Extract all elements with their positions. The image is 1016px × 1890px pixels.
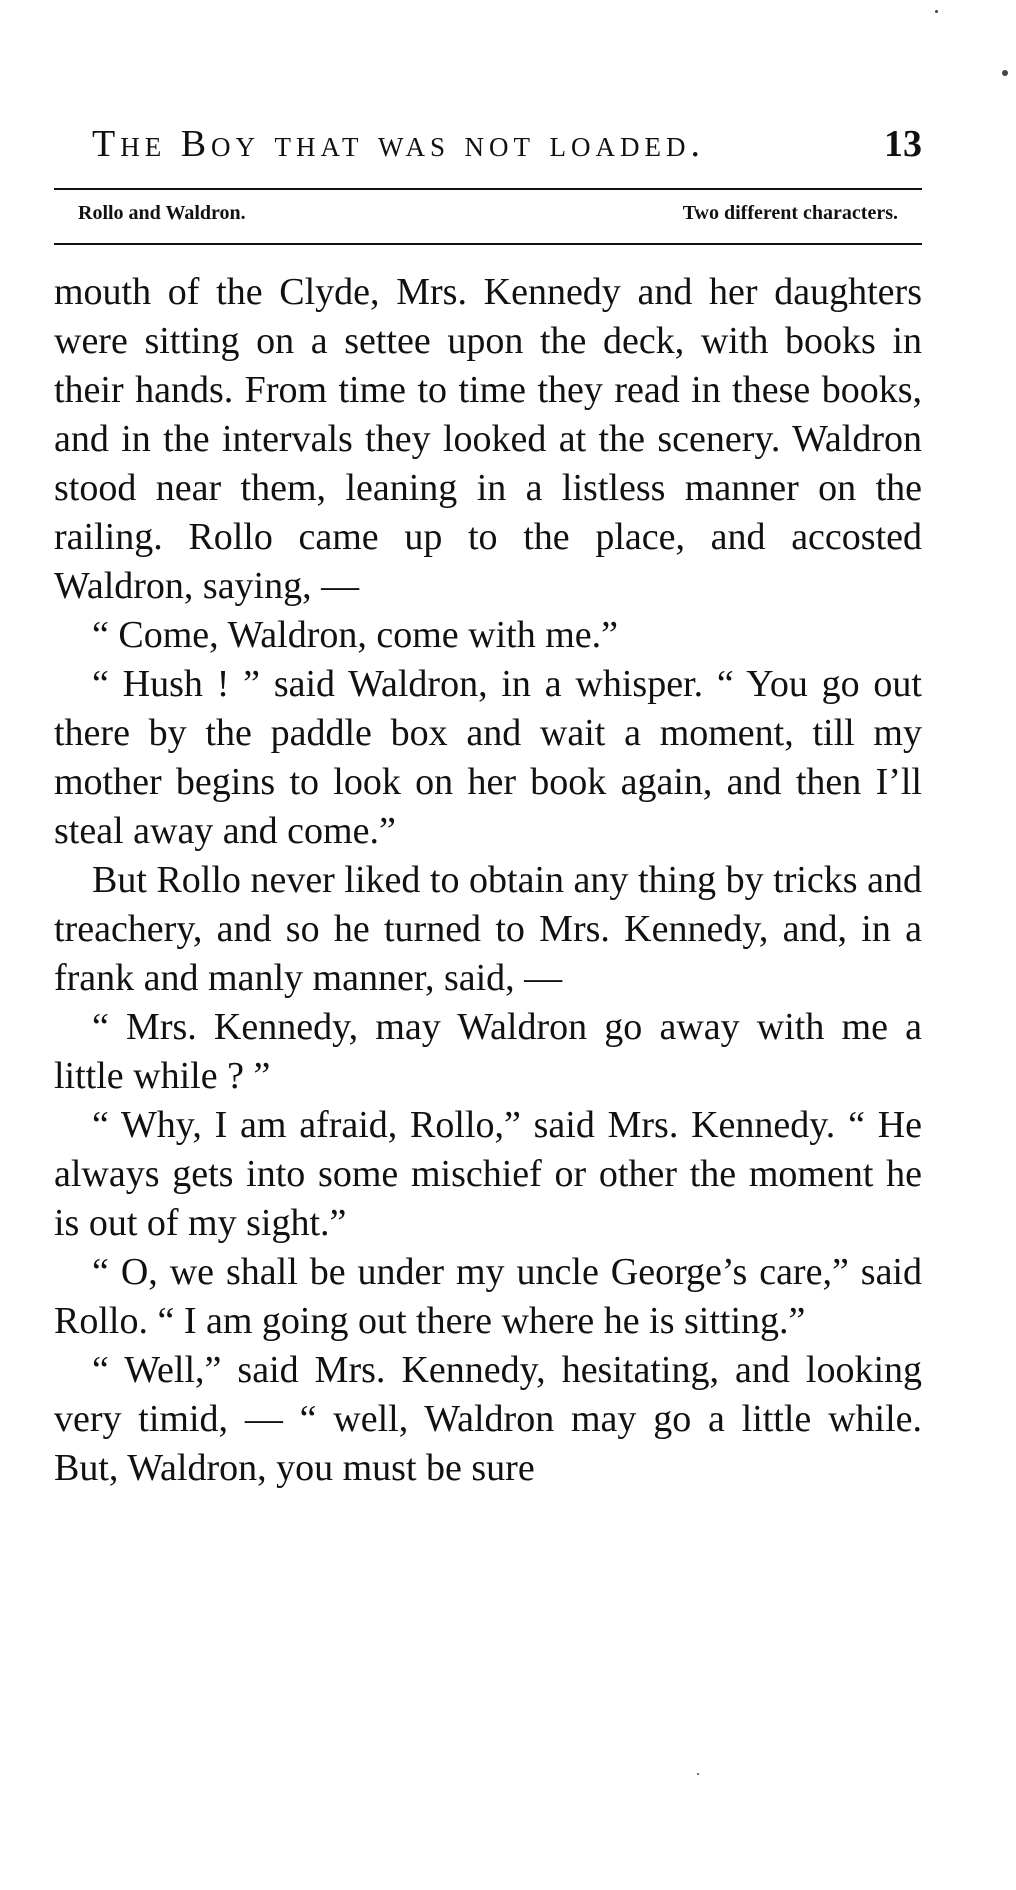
subhead <box>78 202 898 225</box>
paragraph: But Rollo never liked to obtain any thing by tricks and treachery, and so he turned to Mrs. Kennedy, and, in a frank and manly manner, said, — <box>54 859 922 999</box>
header-rule-top <box>54 188 922 190</box>
scan-speck <box>697 1773 699 1775</box>
subhead-left: Rollo and Waldron. <box>78 202 246 224</box>
scan-speck <box>935 10 938 13</box>
paragraph: mouth of the Clyde, Mrs. Kennedy and her daughters were sitting on a settee upon the deck, with books in their hands. From time to time they read in these books, and in the intervals they looked at the scenery. Waldron stood near them, leaning in a listless manner on the railing. Rollo came up to the place, and accosted Waldron, saying, — <box>54 271 922 607</box>
subhead-right: Two different characters. <box>682 202 898 224</box>
paragraph: “ Come, Waldron, come with me.” <box>92 614 618 656</box>
paragraph: “ Mrs. Kennedy, may Waldron go away with me a little while ? ” <box>54 1006 922 1097</box>
paragraph: “ Hush ! ” said Waldron, in a whisper. “ You go out there by the paddle box and wait a moment, till my mother begins to look on her book again, and then I’ll steal away and come.” <box>54 663 922 852</box>
scan-speck <box>1002 70 1008 76</box>
body-text <box>54 268 922 1493</box>
paragraph: “ O, we shall be under my uncle George’s care,” said Rollo. “ I am going out there where he is sitting.” <box>54 1251 922 1342</box>
page-number: 13 <box>884 123 922 165</box>
header-rule-bottom <box>54 243 922 245</box>
running-head <box>92 122 922 172</box>
paragraph: “ Why, I am afraid, Rollo,” said Mrs. Kennedy. “ He always gets into some mischief or other the moment he is out of my sight.” <box>54 1104 922 1244</box>
paragraph: “ Well,” said Mrs. Kennedy, hesitating, and looking very timid, — “ well, Waldron may go a little while. But, Waldron, you must be sure <box>54 1349 922 1489</box>
running-title: The Boy that was not loaded. <box>92 123 706 165</box>
